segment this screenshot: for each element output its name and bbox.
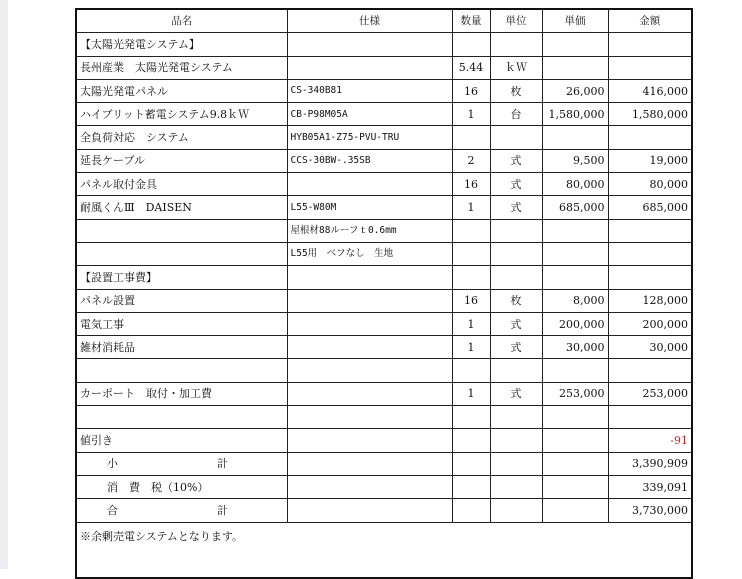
table-row	[76, 406, 692, 429]
cell-name	[76, 219, 287, 242]
note-row	[76, 522, 692, 578]
cell-amount: 128,000	[608, 289, 692, 312]
cell-qty: 1	[452, 336, 490, 359]
cell-spec	[287, 266, 452, 289]
cell-name	[76, 406, 287, 429]
cell-name: 延長ケーブル	[76, 149, 287, 172]
cell-spec: L55用 ベフなし 生地	[287, 242, 452, 265]
cell-name: 耐風くんⅢ DAISEN	[76, 196, 287, 219]
cell-amount: 30,000	[608, 336, 692, 359]
cell-amount	[608, 33, 692, 56]
cell-unit	[490, 266, 542, 289]
table-row	[76, 126, 692, 149]
cell-amount: 80,000	[608, 173, 692, 196]
cell-name: 雑材消耗品	[76, 336, 287, 359]
cell-price	[542, 429, 608, 452]
table-row	[76, 312, 692, 335]
cell-qty: 1	[452, 312, 490, 335]
note-text: ※余剰売電システムとなります。	[76, 522, 692, 578]
cell-qty: 16	[452, 173, 490, 196]
cell-unit: 式	[490, 312, 542, 335]
cell-unit: 式	[490, 173, 542, 196]
summary-unit	[490, 452, 542, 475]
cell-qty: 1	[452, 382, 490, 405]
cell-price	[542, 219, 608, 242]
cell-qty	[452, 33, 490, 56]
summary-label: 消 費 税（10%）	[76, 475, 287, 498]
table-row	[76, 103, 692, 126]
header-price: 単価	[542, 9, 608, 33]
cell-qty: 16	[452, 79, 490, 102]
cell-price	[542, 33, 608, 56]
cell-price: 1,580,000	[542, 103, 608, 126]
cell-unit: 式	[490, 382, 542, 405]
cell-spec: HYB05A1-Z75-PVU-TRU	[287, 126, 452, 149]
cell-unit: 式	[490, 149, 542, 172]
cell-price	[542, 359, 608, 382]
table-row	[76, 429, 692, 452]
cell-price: 253,000	[542, 382, 608, 405]
cell-amount	[608, 126, 692, 149]
cell-spec: CB-P98M05A	[287, 103, 452, 126]
cell-unit	[490, 406, 542, 429]
cell-price: 9,500	[542, 149, 608, 172]
cell-price: 26,000	[542, 79, 608, 102]
cell-name: 全負荷対応 システム	[76, 126, 287, 149]
cell-unit: 式	[490, 336, 542, 359]
cell-amount	[608, 359, 692, 382]
cell-spec	[287, 312, 452, 335]
cell-name: 太陽光発電パネル	[76, 79, 287, 102]
cell-name	[76, 359, 287, 382]
summary-body	[76, 452, 692, 577]
cell-unit	[490, 359, 542, 382]
cell-amount	[608, 266, 692, 289]
summary-amount: 339,091	[608, 475, 692, 498]
cell-name: 長州産業 太陽光発電システム	[76, 56, 287, 79]
summary-qty	[452, 499, 490, 522]
cell-qty: 1	[452, 196, 490, 219]
cell-qty: 2	[452, 149, 490, 172]
header-spec: 仕様	[287, 9, 452, 33]
cell-price	[542, 406, 608, 429]
summary-price	[542, 452, 608, 475]
summary-row-total	[76, 499, 692, 522]
table-row	[76, 289, 692, 312]
table-row	[76, 79, 692, 102]
header-row	[76, 9, 692, 33]
cell-spec	[287, 173, 452, 196]
summary-amount: 3,730,000	[608, 499, 692, 522]
cell-name: 値引き	[76, 429, 287, 452]
cell-name: 【設置工事費】	[76, 266, 287, 289]
summary-price	[542, 499, 608, 522]
cell-unit	[490, 126, 542, 149]
summary-qty	[452, 452, 490, 475]
cell-spec	[287, 359, 452, 382]
summary-unit	[490, 499, 542, 522]
cell-spec: CS-340B81	[287, 79, 452, 102]
summary-label: 合 計	[76, 499, 287, 522]
cell-amount	[608, 219, 692, 242]
cell-unit	[490, 219, 542, 242]
cell-amount: -91	[608, 429, 692, 452]
cell-qty	[452, 359, 490, 382]
cell-qty: 5.44	[452, 56, 490, 79]
table-row	[76, 196, 692, 219]
quotation-table	[75, 8, 693, 579]
cell-price: 8,000	[542, 289, 608, 312]
summary-row-tax	[76, 475, 692, 498]
table-row	[76, 336, 692, 359]
table-row	[76, 56, 692, 79]
cell-unit: 枚	[490, 289, 542, 312]
table-row	[76, 219, 692, 242]
window-edge-strip	[0, 0, 8, 569]
summary-spec	[287, 499, 452, 522]
summary-row-subtotal	[76, 452, 692, 475]
table-row	[76, 33, 692, 56]
cell-amount: 200,000	[608, 312, 692, 335]
cell-price	[542, 266, 608, 289]
cell-price	[542, 242, 608, 265]
cell-unit	[490, 242, 542, 265]
cell-qty	[452, 429, 490, 452]
cell-unit	[490, 429, 542, 452]
cell-amount	[608, 56, 692, 79]
summary-spec	[287, 452, 452, 475]
cell-name: パネル取付金具	[76, 173, 287, 196]
cell-qty	[452, 266, 490, 289]
cell-spec: 屋根材88ルーフｔ0.6mm	[287, 219, 452, 242]
summary-spec	[287, 475, 452, 498]
cell-unit: 式	[490, 196, 542, 219]
table-body	[76, 33, 692, 452]
cell-qty: 1	[452, 103, 490, 126]
summary-amount: 3,390,909	[608, 452, 692, 475]
summary-price	[542, 475, 608, 498]
cell-qty	[452, 219, 490, 242]
summary-qty	[452, 475, 490, 498]
cell-name: ハイブリット蓄電システム9.8ｋＷ	[76, 103, 287, 126]
cell-unit: 枚	[490, 79, 542, 102]
header-unit: 単位	[490, 9, 542, 33]
cell-price: 30,000	[542, 336, 608, 359]
cell-spec	[287, 289, 452, 312]
table-row	[76, 266, 692, 289]
cell-spec: CCS-30BW-.35SB	[287, 149, 452, 172]
cell-unit	[490, 33, 542, 56]
cell-unit: 台	[490, 103, 542, 126]
table-row	[76, 242, 692, 265]
table-row	[76, 359, 692, 382]
cell-spec	[287, 336, 452, 359]
summary-unit	[490, 475, 542, 498]
cell-name: 電気工事	[76, 312, 287, 335]
cell-price: 80,000	[542, 173, 608, 196]
cell-amount: 253,000	[608, 382, 692, 405]
cell-name	[76, 242, 287, 265]
cell-amount	[608, 242, 692, 265]
cell-name: カーポート 取付・加工費	[76, 382, 287, 405]
header-qty: 数量	[452, 9, 490, 33]
cell-unit: ｋＷ	[490, 56, 542, 79]
table-row	[76, 173, 692, 196]
cell-amount: 19,000	[608, 149, 692, 172]
cell-amount	[608, 406, 692, 429]
cell-spec: L55-W80M	[287, 196, 452, 219]
cell-spec	[287, 56, 452, 79]
cell-price: 200,000	[542, 312, 608, 335]
cell-price	[542, 126, 608, 149]
cell-name: 【太陽光発電システム】	[76, 33, 287, 56]
table-row	[76, 149, 692, 172]
cell-amount: 416,000	[608, 79, 692, 102]
table-row	[76, 382, 692, 405]
cell-spec	[287, 33, 452, 56]
header-name: 品名	[76, 9, 287, 33]
cell-spec	[287, 406, 452, 429]
cell-amount: 1,580,000	[608, 103, 692, 126]
cell-qty: 16	[452, 289, 490, 312]
cell-qty	[452, 406, 490, 429]
header-amount: 金額	[608, 9, 692, 33]
cell-price: 685,000	[542, 196, 608, 219]
cell-qty	[452, 126, 490, 149]
cell-price	[542, 56, 608, 79]
cell-qty	[452, 242, 490, 265]
summary-label: 小 計	[76, 452, 287, 475]
cell-name: パネル設置	[76, 289, 287, 312]
cell-spec	[287, 382, 452, 405]
cell-spec	[287, 429, 452, 452]
cell-amount: 685,000	[608, 196, 692, 219]
